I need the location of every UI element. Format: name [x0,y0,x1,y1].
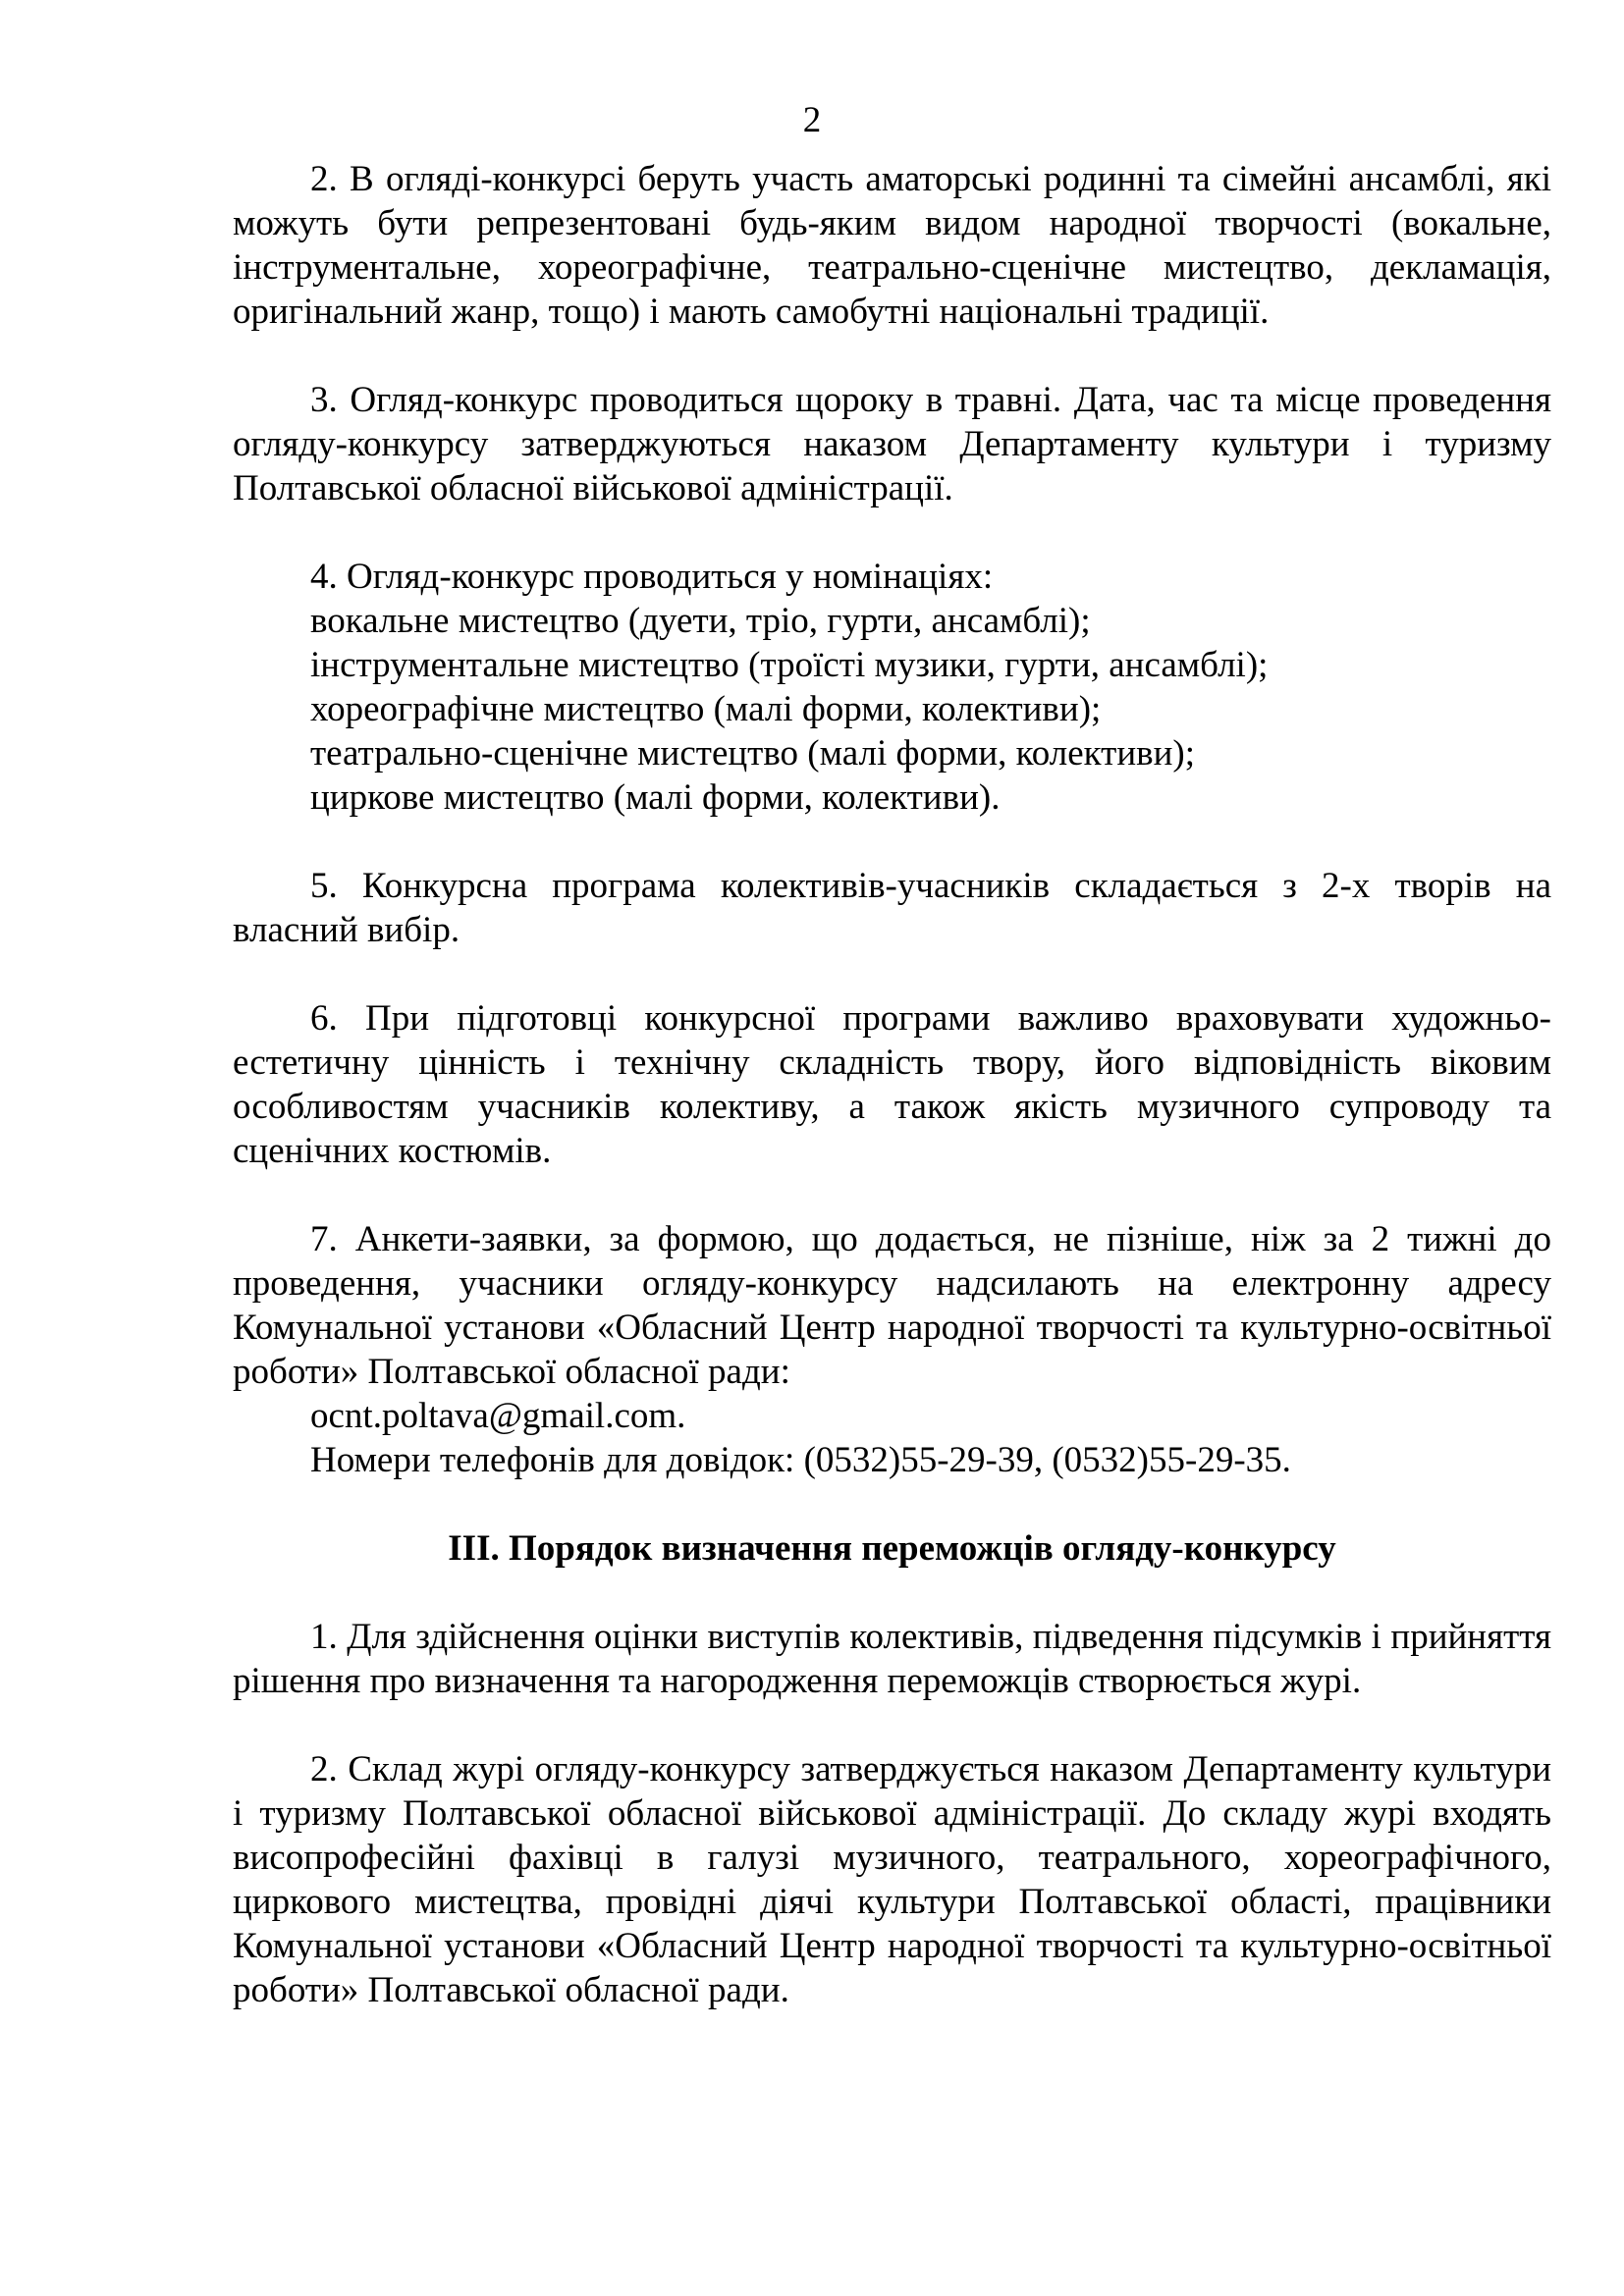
nomination-item: хореографічне мистецтво (малі форми, колективи); [310,689,1102,729]
nomination-item: інструментальне мистецтво (троїсті музики, гурти, ансамблі); [310,645,1269,685]
paragraph-2-5: 5. Конкурсна програма колективів-учасників складається з 2-х творів на власний вибір. [233,866,1551,950]
contact-block [233,1217,1551,1482]
paragraph-2-3: 3. Огляд-конкурс проводиться щороку в травні. Дата, час та місце проведення огляду-конкурсу затверджуються наказом Департаменту культури і туризму Полтавської обласної військової адміністрації. [233,380,1551,508]
paragraph-2-4-intro: 4. Огляд-конкурс проводиться у номінаціях: [310,557,994,597]
section-heading: ІІІ. Порядок визначення переможців огляду-конкурсу [448,1528,1336,1569]
paragraph-2-7: 7. Анкети-заявки, за формою, що додається, не пізніше, ніж за 2 тижні до проведення, учасники огляду-конкурсу надсилають на електронну адресу Комунальної установи «Обласний Центр народної творчості та культурно-освітньої роботи» Полтавської обласної ради: [233,1219,1551,1392]
paragraph-3-2: 2. Склад журі огляду-конкурсу затверджується наказом Департаменту культури і туризму Полтавської обласної військової адміністрації. До складу журі входять висопрофесійні фахівці в галузі музичного, театрального, хореографічного, циркового мистецтва, провідні діячі культури Полтавської області, працівники Комунальної установи «Обласний Центр народної творчості та культурно-освітньої роботи» Полтавської обласної ради. [233,1749,1551,2010]
nomination-item: циркове мистецтво (малі форми, колективи). [310,777,1001,818]
nomination-item: вокальне мистецтво (дуети, тріо, гурти, ансамблі); [310,601,1091,641]
paragraph-3-1: 1. Для здійснення оцінки виступів колективів, підведення підсумків і прийняття рішення про визначення та нагородження переможців створюється журі. [233,1617,1551,1701]
contact-phones: Номери телефонів для довідок: (0532)55-29-39, (0532)55-29-35. [310,1440,1291,1480]
paragraph-2-6: 6. При підготовці конкурсної програми важливо враховувати художньо-естетичну цінність і технічну складність твору, його відповідність віковим особливостям учасників колективу, а також якість музичного супроводу та сценічних костюмів. [233,998,1551,1171]
paragraph-2-2: 2. В огляді-конкурсі беруть участь аматорські родинні та сімейні ансамблі, які можуть бути репрезентовані будь-яким видом народної творчості (вокальне, інструментальне, хореографічне, театрально-сценічне мистецтво, декламація, оригінальний жанр, тощо) і мають самобутні національні традиції. [233,159,1551,332]
nomination-item: театрально-сценічне мистецтво (малі форми, колективи); [310,733,1195,774]
contact-email: ocnt.poltava@gmail.com. [310,1396,686,1436]
nominations-block [233,555,1551,820]
document-body [233,157,1551,2056]
page-number: 2 [802,100,822,140]
